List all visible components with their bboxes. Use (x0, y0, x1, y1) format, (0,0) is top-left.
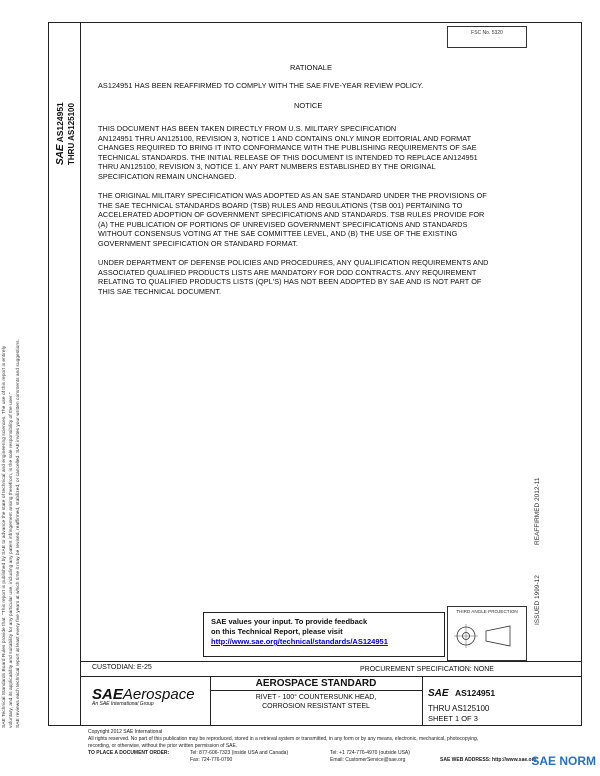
notice-line: THIS SAE TECHNICAL DOCUMENT. (98, 286, 222, 296)
footer-tel: Tel: 877-606-7323 (inside USA and Canada) (190, 750, 289, 756)
notice-line: CHANGES REQUIRED TO BRING IT INTO CONFORMANCE WITH THE PUBLISHING REQUIREMENTS OF SAE (98, 143, 477, 153)
notice-line: TECHNICAL STANDARDS. THE INITIAL RELEASE OF THIS DOCUMENT IS INTENDED TO REPLACE AN124951 (98, 152, 478, 162)
feedback-box (203, 612, 445, 657)
side-disclaimer-2: voluntary, and its applicability and suitability for any particular use, including any patent infringement arising therefrom, is the sole responsibility of the user." (9, 392, 14, 728)
logo-aerospace: Aerospace (122, 686, 195, 703)
part-description-2: CORROSION RESISTANT STEEL (262, 703, 370, 710)
footer-email: Email: CustomerService@sae.org (330, 757, 406, 763)
notice-line: THE SAE TECHNICAL STANDARDS BOARD (TSB) RULES AND REGULATIONS (TSB 001) PERTAINING TO (98, 200, 463, 210)
notice-paragraph-2 (98, 191, 518, 249)
feedback-line-2: on this Technical Report, please visit (211, 627, 343, 636)
feedback-line-1: SAE values your input. To provide feedback (211, 617, 368, 626)
notice-line: ASSOCIATED QUALIFIED PRODUCTS LISTS ARE MANDATORY FOR DOD CONTRACTS. ANY REQUIREMENT (98, 267, 477, 277)
procurement-spec: PROCUREMENT SPECIFICATION: NONE (360, 666, 494, 673)
title-sae-mark: SAE (428, 688, 449, 699)
side-range: THRU AS125100 (67, 103, 76, 165)
part-description-1: RIVET - 100° COUNTERSUNK HEAD, (255, 694, 377, 701)
custodian-top-line (81, 661, 582, 662)
title-std-line (210, 690, 422, 691)
aerospace-standard-title: AEROSPACE STANDARD (255, 678, 377, 689)
notice-line: ACCELERATED ADOPTION OF GOVERNMENT SPECIFICATIONS AND STANDARDS. TSB RULES PROVIDE FOR (98, 210, 485, 220)
title-range: THRU AS125100 (428, 704, 490, 713)
third-angle-label: THIRD ANGLE PROJECTION (456, 609, 518, 614)
title-doc-number (428, 688, 495, 699)
notice-line: THRU AN125100, REVISION 3, NOTICE 1. ANY PART NUMBERS ESTABLISHED BY THE ORIGINAL (98, 162, 436, 172)
reaffirmed-date: REAFFIRMED 2012-11 (534, 477, 541, 545)
title-number: AS124951 (454, 688, 496, 698)
notice-heading: NOTICE (294, 101, 323, 110)
footer-fax: Fax: 724-776-0790 (190, 757, 233, 763)
footer-rights-1: All rights reserved. No part of this publication may be reproduced, stored in a retrieval system or transmitted, in any form or by any means, electronic, mechanical, photocopying, (88, 736, 479, 742)
notice-paragraph-3 (98, 258, 518, 296)
rationale-text: AS124951 HAS BEEN REAFFIRMED TO COMPLY WITH THE SAE FIVE-YEAR REVIEW POLICY. (98, 81, 424, 90)
side-disclaimer-3: SAE reviews each technical report at least every five years at which time it may be revised, reaffirmed, stabilized, or cancelled. SAE invites your written comments and suggestions. (16, 339, 21, 728)
title-divider-2 (422, 676, 423, 726)
notice-line: SPECIFICATION REMAIN UNCHANGED. (98, 171, 237, 181)
side-disclaimer-1: SAE Technical Standards Board Rules provide that: "This report is published by SAE to advance the state of technical and engineering sciences. The use of this report is entirely (2, 345, 7, 728)
rationale-heading: RATIONALE (290, 63, 332, 72)
notice-line: THE ORIGINAL MILITARY SPECIFICATION WAS ADOPTED AS AN SAE STANDARD UNDER THE PROVISIONS OF (98, 191, 487, 200)
notice-line: UNDER DEPARTMENT OF DEFENSE POLICIES AND PROCEDURES, ANY QUALIFICATION REQUIREMENTS AND (98, 258, 489, 267)
sae-aerospace-logo (92, 686, 195, 707)
feedback-link[interactable]: http://www.sae.org/technical/standards/AS124951 (211, 637, 388, 646)
notice-line: (A) THE PUBLICATION OF PORTIONS OF UNREVISED GOVERNMENT SPECIFICATIONS AND STANDARDS (98, 219, 468, 229)
logo-subtitle: An SAE International Group (92, 701, 154, 707)
footer-copyright: Copyright 2012 SAE International (88, 729, 163, 735)
third-angle-projection (447, 606, 527, 661)
notice-line: GOVERNMENT SPECIFICATION OR STANDARD FORMAT. (98, 238, 298, 248)
notice-line: WITHOUT CONSENSUS VOTING AT THE SAE COMMITTEE LEVEL, AND (B) THE USE OF THE EXISTING (98, 229, 458, 239)
notice-line: THIS DOCUMENT HAS BEEN TAKEN DIRECTLY FROM U.S. MILITARY SPECIFICATION (98, 124, 397, 133)
footer-web: SAE WEB ADDRESS: http://www.sae.org (440, 757, 537, 763)
logo-sae: SAE (92, 686, 123, 703)
sheet-number: SHEET 1 OF 3 (428, 714, 478, 723)
footer-order-label: TO PLACE A DOCUMENT ORDER: (88, 750, 170, 756)
projection-symbol (448, 614, 526, 658)
side-logo: SAE (55, 144, 66, 165)
issued-date: ISSUED 1999-12 (534, 575, 541, 625)
watermark: SAE NORM (531, 754, 596, 768)
footer-tel2: Tel: +1 724-776-4970 (outside USA) (330, 750, 410, 756)
side-number: AS124951 (55, 102, 65, 143)
notice-paragraph-1 (98, 124, 518, 182)
custodian: CUSTODIAN: E-25 (92, 664, 152, 671)
fsc-number: FSC No. 5320 (471, 30, 503, 36)
side-doc-number (55, 102, 66, 165)
notice-line: AN124951 THRU AN125100, REVISION 3, NOTICE 1 AND CONTAINS ONLY MINOR EDITORIAL AND FORMAT (98, 133, 472, 143)
notice-line: RELATING TO QUALIFIED PRODUCTS LISTS (QPL'S) HAS NOT BEEN ADOPTED BY SAE AND IS NOT PART OF (98, 277, 482, 287)
fsc-box (447, 26, 527, 48)
footer-rights-2: recording, or otherwise, without the prior written permission of SAE. (88, 743, 238, 749)
side-doc-range (67, 103, 76, 165)
